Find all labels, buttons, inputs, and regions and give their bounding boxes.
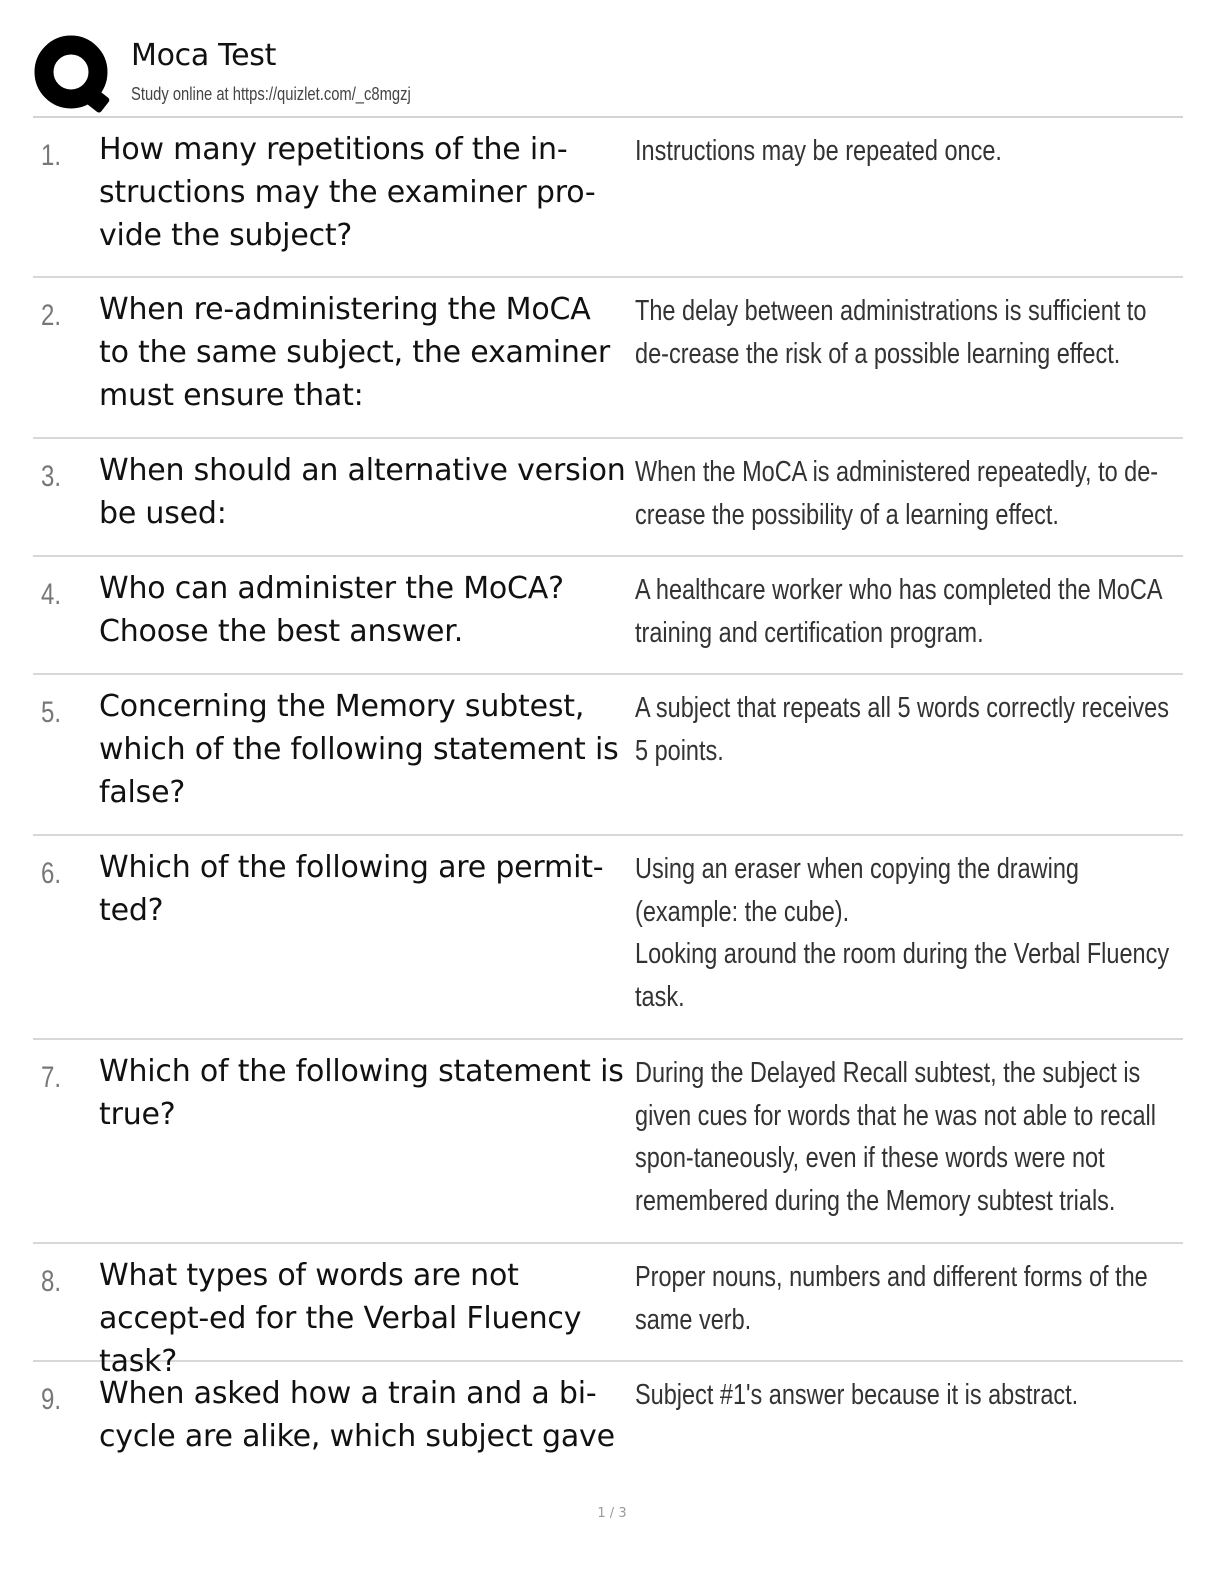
card-definition-line: Looking around the room during the Verbal Fluency task.	[635, 938, 1170, 1013]
card-term: When should an alternative version be used:	[99, 453, 626, 531]
card-number: 3.	[41, 460, 62, 493]
card-term: When re-administering the MoCA to the same subject, the examiner must ensure that:	[99, 292, 611, 413]
card-item	[33, 1040, 1183, 1244]
card-definition	[635, 848, 1170, 1018]
card-list	[33, 118, 1183, 1502]
quizlet-logo-icon	[33, 34, 113, 114]
card-definition-line: Using an eraser when copying the drawing (example: the cube).	[635, 853, 1079, 928]
card-definition: Instructions may be repeated once.	[635, 135, 1002, 167]
card-number: 2.	[41, 299, 62, 332]
card-term: Concerning the Memory subtest, which of the following statement is false?	[99, 689, 619, 810]
card-definition: During the Delayed Recall subtest, the subject is given cues for words that he was not able to recall spon-taneously, even if these words were not remembered during the Memory subtest trials.	[635, 1057, 1156, 1217]
card-item	[33, 278, 1183, 439]
card-number: 6.	[41, 857, 62, 890]
card-item	[33, 1244, 1183, 1379]
card-definition: A subject that repeats all 5 words correctly receives 5 points.	[635, 692, 1169, 767]
card-term: Which of the following statement is true?	[99, 1054, 624, 1132]
card-definition: The delay between administrations is sufficient to de-crease the risk of a possible learning effect.	[635, 295, 1147, 370]
card-number: 5.	[41, 696, 62, 729]
card-number: 4.	[41, 578, 62, 611]
card-number: 7.	[41, 1061, 62, 1094]
card-definition: Subject #1's answer because it is abstract.	[635, 1379, 1079, 1411]
card-item	[33, 439, 1183, 557]
card-item	[33, 836, 1183, 1040]
card-number: 1.	[41, 139, 62, 172]
card-number: 9.	[41, 1383, 62, 1416]
card-term: How many repetitions of the in-structions may the examiner pro-vide the subject?	[99, 132, 596, 253]
card-definition: When the MoCA is administered repeatedly, to de-crease the possibility of a learning effect.	[635, 456, 1159, 531]
card-item	[33, 1362, 1183, 1502]
card-item	[33, 557, 1183, 675]
page-title: Moca Test	[131, 38, 277, 73]
card-number: 8.	[41, 1265, 62, 1298]
card-term: Which of the following are permit-ted?	[99, 850, 604, 928]
card-definition: A healthcare worker who has completed the MoCA training and certification program.	[635, 574, 1162, 649]
card-item	[33, 118, 1183, 278]
card-term: When asked how a train and a bi-cycle are alike, which subject gave	[99, 1376, 615, 1454]
page-indicator: 1 / 3	[597, 1506, 627, 1521]
card-term: Who can administer the MoCA? Choose the best answer.	[99, 571, 564, 649]
card-item	[33, 675, 1183, 836]
study-link[interactable]: Study online at https://quizlet.com/_c8mgzj	[131, 84, 411, 104]
card-definition: Proper nouns, numbers and different forms of the same verb.	[635, 1261, 1148, 1336]
card-term: What types of words are not accept-ed for the Verbal Fluency task?	[99, 1258, 582, 1379]
page-header	[33, 34, 1183, 116]
